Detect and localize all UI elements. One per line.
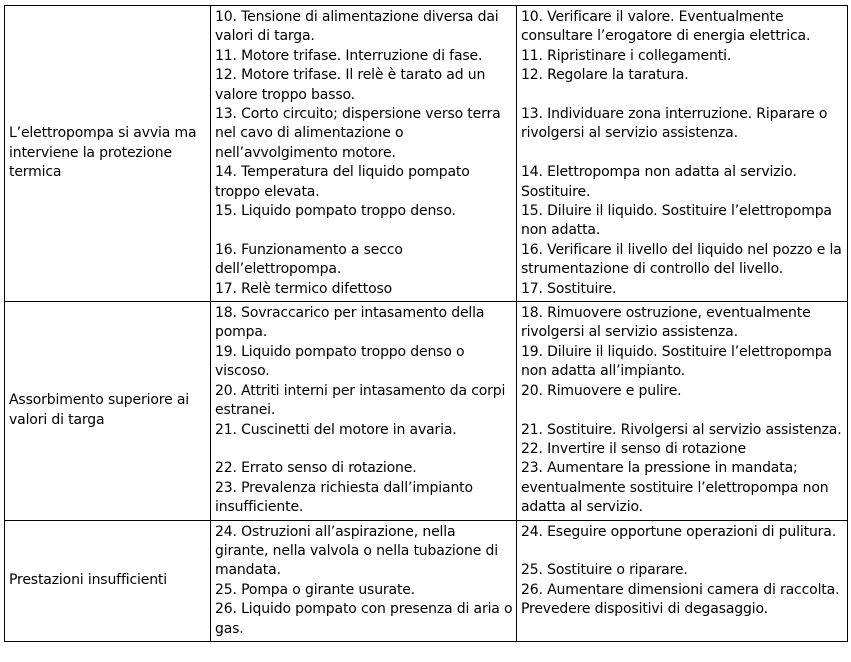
symptom-cell bbox=[5, 302, 211, 520]
remedy-item: 20. Rimuovere e pulire. bbox=[521, 382, 682, 399]
cause-item: 12. Motore trifase. Il relè è tarato ad un valore troppo basso. bbox=[215, 67, 486, 103]
symptom-text: Assorbimento superiore ai valori di targa bbox=[9, 392, 190, 428]
cause-item: 13. Corto circuito; dispersione verso terra nel cavo di alimentazione o nell’avvolgimento motore. bbox=[215, 106, 501, 161]
causes-cell bbox=[211, 302, 517, 520]
cause-item: 15. Liquido pompato troppo denso. bbox=[215, 203, 456, 220]
remedy-item: 10. Verificare il valore. Eventualmente consultare l’erogatore di energia elettrica. bbox=[521, 9, 811, 45]
cause-item: 26. Liquido pompato con presenza di aria o gas. bbox=[215, 601, 513, 637]
remedy-item: 17. Sostituire. bbox=[521, 280, 617, 297]
table-row bbox=[5, 520, 848, 641]
troubleshooting-table bbox=[4, 5, 848, 642]
troubleshooting-table-wrapper bbox=[4, 5, 848, 642]
cause-item: 14. Temperatura del liquido pompato troppo elevata. bbox=[215, 164, 470, 200]
symptom-text: Prestazioni insufficienti bbox=[9, 572, 168, 589]
spacer-line bbox=[521, 542, 844, 561]
cause-item: 19. Liquido pompato troppo denso o viscoso. bbox=[215, 343, 465, 380]
remedy-item: 23. Aumentare la pressione in mandata; eventualmente sostituire l’elettropompa non adatta al servizio. bbox=[521, 460, 829, 516]
cause-item: 24. Ostruzioni all’aspirazione, nella girante, nella valvola o nella tubazione di mandata. bbox=[215, 523, 499, 579]
cause-item: 20. Attriti interni per intasamento da corpi estranei. bbox=[215, 382, 506, 419]
remedy-item: 26. Aumentare dimensioni camera di raccolta. Prevedere dispositivi di degasaggio. bbox=[521, 581, 840, 618]
remedy-item: 19. Diluire il liquido. Sostituire l’elettropompa non adatta all’impianto. bbox=[521, 343, 832, 380]
cause-item: 11. Motore trifase. Interruzione di fase. bbox=[215, 47, 483, 64]
cause-item: 21. Cuscinetti del motore in avaria. bbox=[215, 421, 457, 438]
cause-item: 16. Funzionamento a secco dell’elettropompa. bbox=[215, 241, 403, 278]
table-row bbox=[5, 302, 848, 520]
spacer-line bbox=[521, 144, 844, 163]
spacer-line bbox=[215, 221, 513, 240]
spacer-line bbox=[215, 440, 513, 459]
cause-item: 17. Relè termico difettoso bbox=[215, 280, 393, 297]
remedy-item: 24. Eseguire opportune operazioni di pulitura. bbox=[521, 523, 837, 540]
remedy-item: 11. Ripristinare i collegamenti. bbox=[521, 47, 732, 64]
remedy-item: 18. Rimuovere ostruzione, eventualmente rivolgersi al servizio assistenza. bbox=[521, 305, 811, 341]
cause-item: 23. Prevalenza richiesta dall’impianto insufficiente. bbox=[215, 479, 473, 516]
symptom-cell bbox=[5, 520, 211, 641]
remedy-item: 14. Elettropompa non adatta al servizio. Sostituire. bbox=[521, 164, 797, 200]
cause-item: 10. Tensione di alimentazione diversa dai valori di targa. bbox=[215, 9, 499, 45]
causes-cell bbox=[211, 520, 517, 641]
cause-item: 22. Errato senso di rotazione. bbox=[215, 460, 417, 477]
remedy-item: 15. Diluire il liquido. Sostituire l’elettropompa non adatta. bbox=[521, 203, 832, 239]
symptom-text: L’elettropompa si avvia ma interviene la protezione termica bbox=[9, 125, 197, 181]
remedy-item: 21. Sostituire. Rivolgersi al servizio assistenza. bbox=[521, 421, 842, 438]
remedy-item: 16. Verificare il livello del liquido nel pozzo e la strumentazione di controllo del livello. bbox=[521, 241, 842, 278]
causes-cell bbox=[211, 6, 517, 302]
remedy-item: 12. Regolare la taratura. bbox=[521, 67, 689, 84]
symptom-cell bbox=[5, 6, 211, 302]
remedy-item: 13. Individuare zona interruzione. Riparare o rivolgersi al servizio assistenza. bbox=[521, 106, 828, 142]
cause-item: 18. Sovraccarico per intasamento della pompa. bbox=[215, 305, 485, 341]
spacer-line bbox=[521, 86, 844, 105]
cause-item: 25. Pompa o girante usurate. bbox=[215, 581, 416, 598]
remedies-cell bbox=[517, 302, 848, 520]
remedies-cell bbox=[517, 520, 848, 641]
table-row bbox=[5, 6, 848, 302]
remedies-cell bbox=[517, 6, 848, 302]
remedy-item: 22. Invertire il senso di rotazione bbox=[521, 440, 746, 457]
spacer-line bbox=[521, 401, 844, 420]
remedy-item: 25. Sostituire o riparare. bbox=[521, 562, 688, 579]
